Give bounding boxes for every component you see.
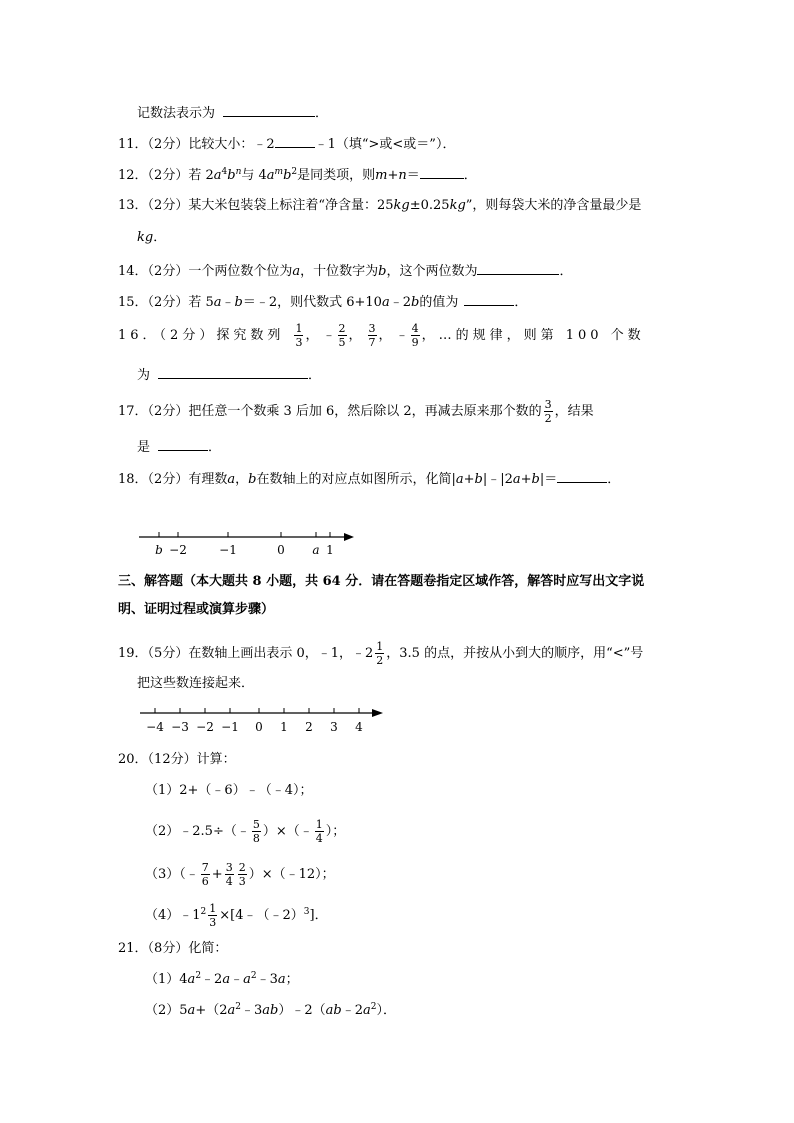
answer-blank [158, 438, 208, 451]
tick-label: 0 [277, 543, 285, 557]
answer-blank [464, 293, 514, 306]
tick-label: −4 [146, 720, 164, 734]
number-line-q18 [136, 528, 366, 560]
question-21-part-1: $(1)4a^2﹣2a﹣a^2﹣3a$； [145, 971, 299, 987]
question-20: 20．（12分）计算： [118, 752, 236, 767]
section-3-heading: 三、解答题（本大题共 8 小题，共 64 分．请在答题卷指定区域作答，解答时应写出文字说 [118, 574, 645, 589]
point-label-a: a [312, 543, 320, 557]
question-18: 18．（2分）有理数a，b在数轴上的对应点如图所示，化简|a+b|﹣|2a+b|＝ ． [118, 472, 621, 487]
fraction: $\frac{4}{9}$ [411, 322, 419, 349]
question-16-cont: 为 ． [137, 368, 322, 383]
question-16: 16．（2分）探究数列 $\frac{1}{3}$ ，﹣ $\frac{2}{5}$ ， $\frac{3}{7}$ ，﹣ $\frac{4}{9}$ ，…的规律，则第 100 个数 [118, 322, 645, 349]
tick-label: 2 [305, 720, 313, 734]
answer-blank [158, 366, 308, 379]
fraction: $\frac{1}{3}$ [295, 322, 303, 349]
fraction: $\frac{1}{4}$ [315, 818, 323, 845]
question-20-part-3: （3）（﹣ $\frac{7}{6}$ + $\frac{3}{4}$ $\frac{2}{3}$ ）×（﹣12）； [145, 861, 335, 888]
answer-blank [223, 104, 315, 117]
tick-label: −2 [196, 720, 214, 734]
fraction: $\frac{1}{2}$ [376, 640, 384, 667]
number-line-q19 [138, 703, 388, 735]
answer-blank [477, 262, 559, 275]
question-19-cont: 把这些数连接起来． [137, 676, 255, 691]
tick-label: −1 [219, 543, 237, 557]
fraction: $\frac{2}{3}$ [238, 861, 246, 888]
answer-blank [420, 166, 464, 179]
question-13: 13．（2分）某大米包装袋上标注着“净含量：25kg±0.25kg”，则每袋大米的净含量最少是 [118, 198, 642, 213]
fraction: $\frac{2}{5}$ [338, 322, 346, 349]
axis-arrow [344, 533, 354, 541]
fraction: $\frac{3}{7}$ [368, 322, 376, 349]
question-17-cont: 是 ． [137, 440, 222, 455]
question-12: 12．（2分）若 $2a^4b^n$与 $4a^mb^2$是同类项，则m+n＝ ． [118, 167, 477, 183]
tick-label: 3 [330, 720, 338, 734]
question-20-part-2: （2）﹣2.5÷（﹣ $\frac{5}{8}$ ）×（﹣ $\frac{1}{4}$ ）； [145, 818, 346, 845]
fraction: $\frac{3}{4}$ [225, 861, 233, 888]
axis-arrow [372, 709, 383, 717]
fraction: $\frac{1}{3}$ [209, 902, 217, 929]
answer-blank [275, 135, 315, 148]
tick-label: 1 [280, 720, 288, 734]
tick-label: 1 [326, 543, 334, 557]
fraction: $\frac{3}{2}$ [544, 398, 552, 425]
question-21-part-2: $(2)5a+(2a^2﹣3ab)﹣2(ab﹣2a^2)$． [145, 1002, 396, 1018]
question-19: 19．（5分）在数轴上画出表示 0，﹣1，﹣2 $\frac{1}{2}$ ，3.5 的点，并按从小到大的顺序，用“<”号 [118, 640, 644, 667]
fraction: $\frac{7}{6}$ [201, 861, 209, 888]
question-17: 17．（2分）把任意一个数乘 3 后加 6，然后除以 2，再减去原来那个数的 $\frac{3}{2}$ ，结果 [118, 398, 594, 425]
question-11: 11．（2分）比较大小：﹣2 ﹣1（填“>或<或＝”）． [118, 137, 456, 152]
tick-label: 0 [255, 720, 263, 734]
q10-continuation: 记数法表示为 ． [137, 106, 329, 121]
section-3-heading-cont: 明、证明过程或演算步骤） [118, 602, 275, 617]
question-21: 21．（8分）化简： [118, 941, 228, 956]
tick-label: 4 [355, 720, 363, 734]
tick-label: −1 [221, 720, 239, 734]
answer-blank [557, 470, 607, 483]
tick-label: −2 [169, 543, 187, 557]
question-14: 14．（2分）一个两位数个位为a，十位数字为b，这个两位数为 ． [118, 264, 573, 279]
tick-label: −3 [171, 720, 189, 734]
question-13-cont: kg． [137, 230, 167, 245]
fraction: $\frac{5}{8}$ [252, 818, 260, 845]
question-20-part-1: （1）2+（﹣6）﹣（﹣4）； [145, 783, 313, 798]
point-label-b: b [155, 543, 163, 557]
question-20-part-4: $(4)﹣1^2$ $\frac{1}{3}$ ×[4﹣（﹣2）$^3$]． [145, 902, 328, 929]
question-15: 15．（2分）若 5a﹣b＝﹣2，则代数式 6+10a﹣2b的值为 ． [118, 295, 528, 310]
